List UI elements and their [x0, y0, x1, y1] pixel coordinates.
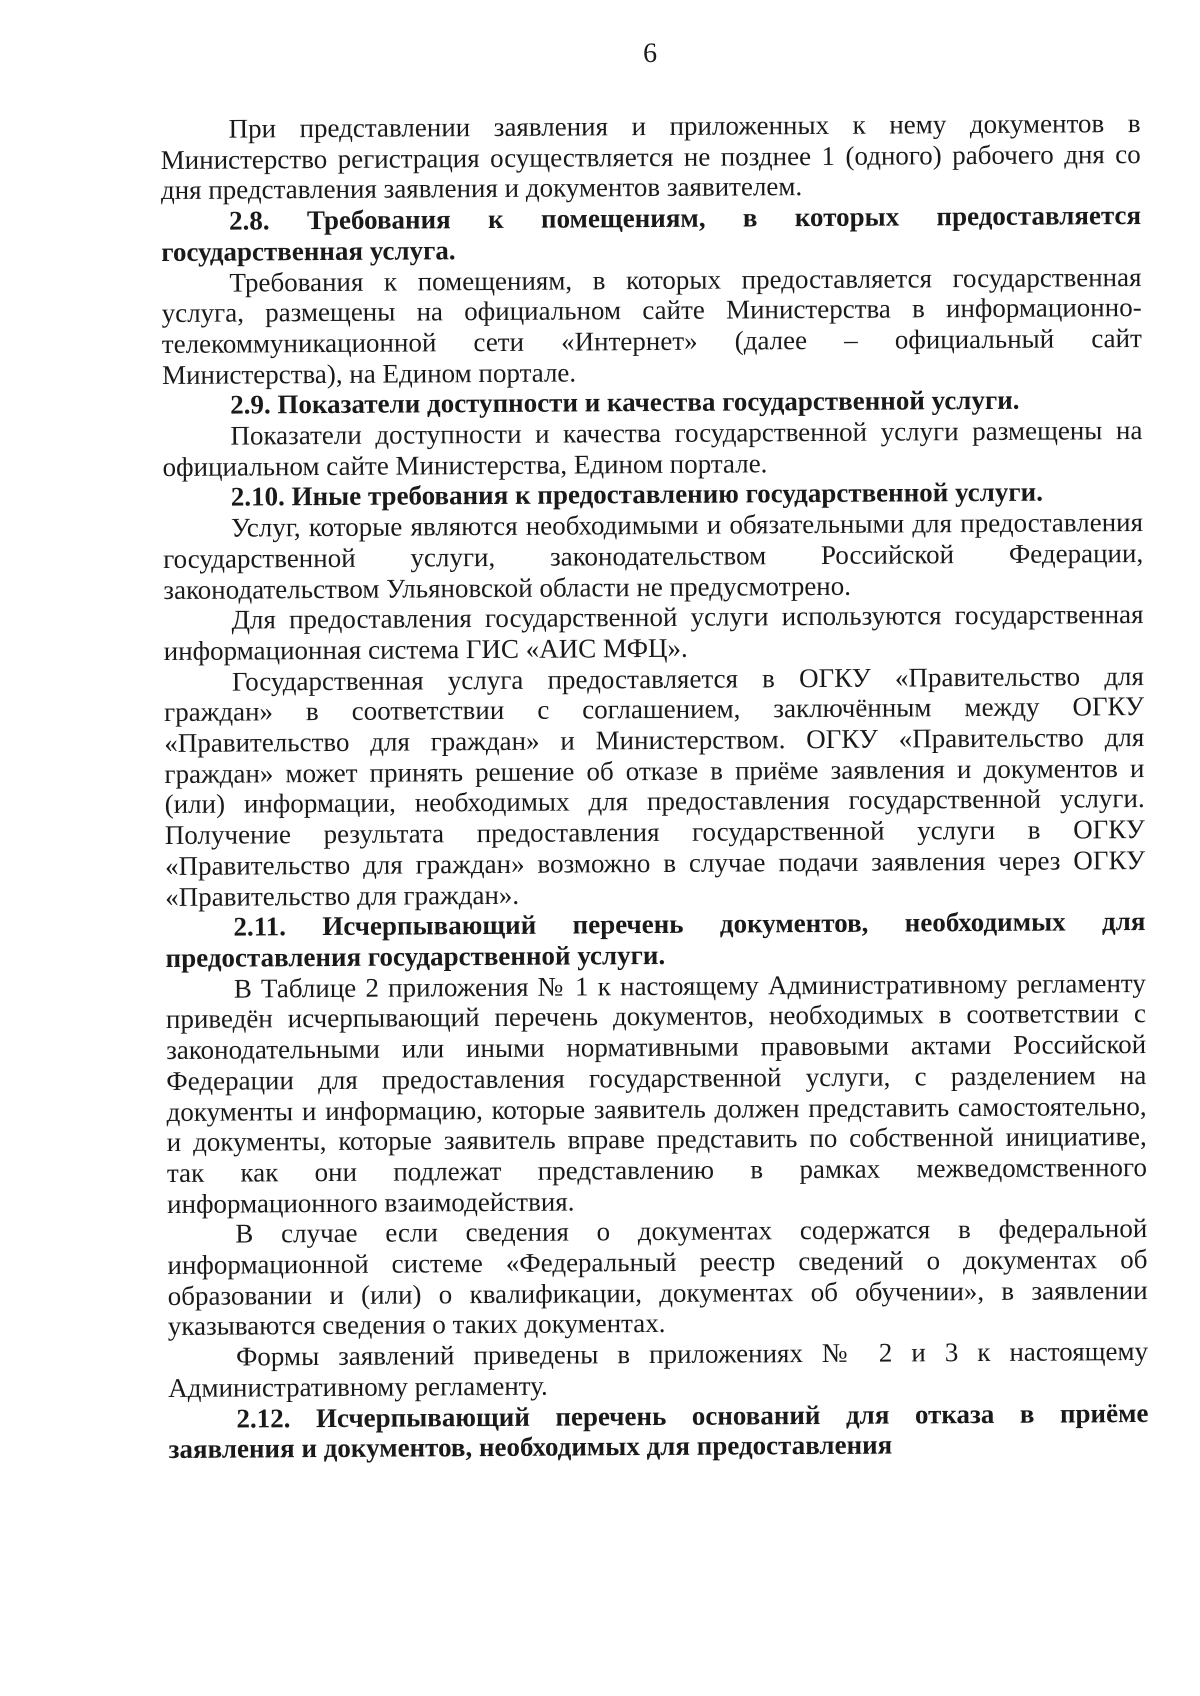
- paragraph-table-2: В Таблице 2 приложения № 1 к настоящему Административному регламенту приведён исчерпывающий перечень документов, необходимых в соответствии с законодательными или иными нормативными правовыми актами Российской Федерации для предоставления государственной услуги, с разделением на документы и информацию, которые заявитель должен представить самостоятельно, и документы, которые заявитель вправе представить по собственной инициативе, так как они подлежат представлению в рамках межведомственного информационного взаимодействия.: [165, 967, 1147, 1219]
- paragraph-mfc: Государственная услуга предоставляется в ОГКУ «Правительство для граждан» в соответствии с соглашением, заключённым между ОГКУ «Правительство для граждан» и Министерством. ОГКУ «Правительство для граждан» может принять решение об отказе в приёме заявления и документов и (или) информации, необходимых для предоставления государственной услуги. Получение результата предоставления государственной услуги в ОГКУ «Правительство для граждан» возможно в случае подачи заявления через ОГКУ «Правительство для граждан».: [164, 660, 1146, 912]
- paragraph-premises: Требования к помещениям, в которых предоставляется государственная услуга, размещены на официальном сайте Министерства в информационно-телекоммуникационной сети «Интернет» (далее – официальный сайт Министерства), на Едином портале.: [161, 261, 1142, 390]
- paragraph-services: Услуг, которые являются необходимыми и обязательными для предоставления государственной услуги, законодательством Российской Федерации, законодательством Ульяновской области не предусмотрено.: [163, 507, 1144, 605]
- section-heading-2-12: 2.12. Исчерпывающий перечень оснований для отказа в приёме заявления и документов, необходимых для предоставления: [168, 1397, 1149, 1465]
- paragraph-federal-registry: В случае если сведения о документах содержатся в федеральной информационной системе «Федеральный реестр сведений о документах об образовании и (или) о квалификации, документах об обучении», в заявлении указываются сведения о таких документах.: [167, 1213, 1148, 1342]
- paragraph-information-system: Для предоставления государственной услуги используются государственная информационная система ГИС «АИС МФЦ».: [163, 599, 1144, 666]
- section-heading-2-11: 2.11. Исчерпывающий перечень документов, необходимых для предоставления государственной услуги.: [165, 906, 1146, 973]
- paragraph-indicators: Показатели доступности и качества государственной услуги размещены на официальном сайте Министерства, Едином портале.: [162, 415, 1143, 482]
- page-number: 6: [642, 37, 658, 70]
- section-heading-2-10: 2.10. Иные требования к предоставлению государственной услуги.: [230, 477, 1043, 513]
- paragraph-registration: При представлении заявления и приложенных к нему документов в Министерство регистрация осуществляется не позднее 1 (одного) рабочего дня со дня представления заявления и документов заявителем.: [160, 108, 1141, 206]
- section-heading-2-9: 2.9. Показатели доступности и качества государственной услуги.: [230, 385, 1020, 420]
- section-heading-2-8: 2.8. Требования к помещениям, в которых предоставляется государственная услуга.: [161, 200, 1142, 267]
- paragraph-forms: Формы заявлений приведены в приложениях № 2 и 3 к настоящему Административному регламенту.: [168, 1336, 1149, 1403]
- document-page: [160, 34, 1149, 1465]
